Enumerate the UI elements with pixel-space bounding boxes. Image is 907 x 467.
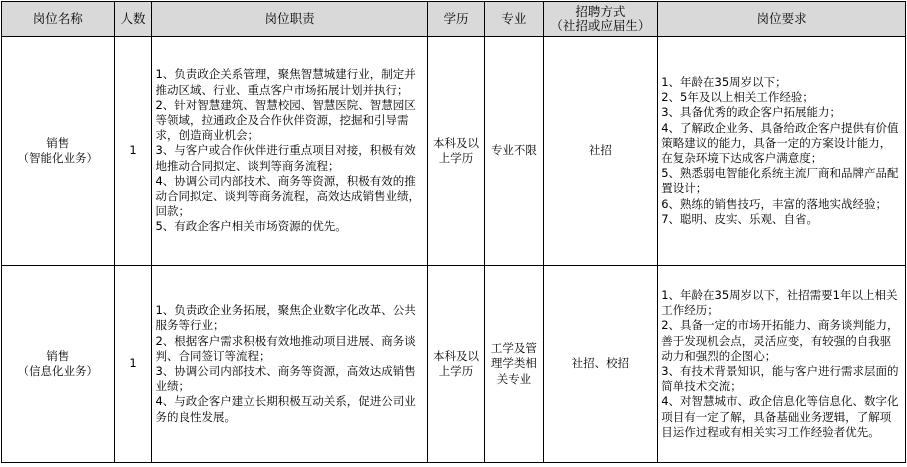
- requirements-cell: [658, 37, 906, 266]
- header-duties: 岗位职责: [152, 2, 427, 37]
- requirement-item: 2、5年及以上相关工作经验；: [661, 90, 814, 105]
- position-title: 销售: [46, 135, 70, 150]
- requirement-item: 2、具备一定的市场开拓能力、商务谈判能力，善于发现机会点，灵活应变，有较强的自我驱动力和强烈的企图心；: [661, 318, 899, 363]
- duties-cell: [152, 37, 427, 266]
- duty-item: 2、根据客户需求积极有效地推动项目进展、商务谈判、合同签订等流程；: [155, 333, 416, 363]
- job-table: [1, 1, 906, 463]
- header-major: 专业: [485, 2, 543, 37]
- requirement-item: 4、了解政企业务、具备给政企客户提供有价值策略建议的能力，具备一定的方案设计能力，在复杂环境下达成客户满意度；: [661, 120, 899, 165]
- headcount-cell: 1: [114, 37, 152, 266]
- requirement-item: 4、对智慧城市、政企信息化等信息化、数字化项目有一定了解，具备基础业务逻辑，了解项目运作过程或有相关实习工作经验者优先。: [661, 394, 899, 439]
- position-cell: [2, 266, 115, 463]
- requirement-item: 3、有技术背景知识，能与客户进行需求层面的简单技术交流；: [661, 364, 899, 394]
- position-cell: [2, 37, 115, 266]
- requirement-item: 7、聪明、皮实、乐观、自省。: [661, 211, 819, 226]
- duty-item: 3、协调公司内部技术、商务等资源，高效达成销售业绩；: [155, 364, 416, 394]
- requirement-item: 3、具备优秀的政企客户拓展能力；: [661, 105, 842, 120]
- position-subtitle: （智能化业务）: [17, 151, 99, 165]
- position-title: 销售: [46, 348, 70, 363]
- duty-item: 1、负责政企关系管理，聚焦智慧城建行业，制定并推动区域、行业、重点客户市场拓展计划并执行；: [155, 67, 416, 97]
- header-row: [2, 2, 906, 37]
- headcount-cell: 1: [114, 266, 152, 463]
- header-recruit-mode-line1: 招聘方式: [575, 4, 626, 19]
- header-recruit-mode: [543, 2, 658, 37]
- requirement-item: 5、熟悉弱电智能化系统主流厂商和品牌产品配置设计；: [661, 166, 899, 196]
- duty-item: 1、负责政企业务拓展，聚焦企业数字化改革、公共服务等行业；: [155, 303, 416, 333]
- header-education: 学历: [427, 2, 484, 37]
- major-cell: 工学及管理学类相关专业: [485, 266, 543, 463]
- recruit-mode-cell: 社招、校招: [543, 266, 658, 463]
- education-cell: 本科及以上学历: [427, 37, 484, 266]
- header-recruit-mode-line2: （社招或应届生）: [550, 18, 651, 33]
- duty-item: 4、协调公司内部技术、商务等资源，积极有效的推动合同拟定、谈判等商务流程，高效达成销售业绩，回款；: [155, 173, 420, 219]
- header-position: 岗位名称: [2, 2, 115, 37]
- duty-item: 3、与客户或合作伙伴进行重点项目对接，积极有效地推动合同拟定、谈判等商务流程；: [155, 143, 416, 173]
- table-row: [2, 266, 906, 463]
- header-headcount: 人数: [114, 2, 152, 37]
- duty-item: 5、有政企客户相关市场资源的优先。: [155, 219, 347, 234]
- requirement-item: 1、年龄在35周岁以下，社招需要1年以上相关工作经历；: [661, 287, 898, 318]
- header-requirements: 岗位要求: [658, 2, 906, 37]
- recruit-mode-cell: 社招: [543, 37, 658, 266]
- education-cell: 本科及以上学历: [427, 266, 484, 463]
- requirement-item: 6、熟练的销售技巧，丰富的落地实战经验；: [661, 196, 888, 211]
- table-row: [2, 37, 906, 266]
- duty-item: 2、针对智慧建筑、智慧校园、智慧医院、智慧园区等领域，拉通政企及合作伙伴资源，挖掘和引导需求，创造商业机会；: [155, 97, 416, 143]
- duty-item: 4、与政企客户建立长期积极互动关系，促进公司业务的良性发展。: [155, 394, 416, 424]
- major-cell: 专业不限: [485, 37, 543, 266]
- requirement-item: 1、年龄在35周岁以下；: [661, 74, 787, 89]
- position-subtitle: （信息化业务）: [17, 364, 99, 378]
- duties-cell: [152, 266, 427, 463]
- requirements-cell: [658, 266, 906, 463]
